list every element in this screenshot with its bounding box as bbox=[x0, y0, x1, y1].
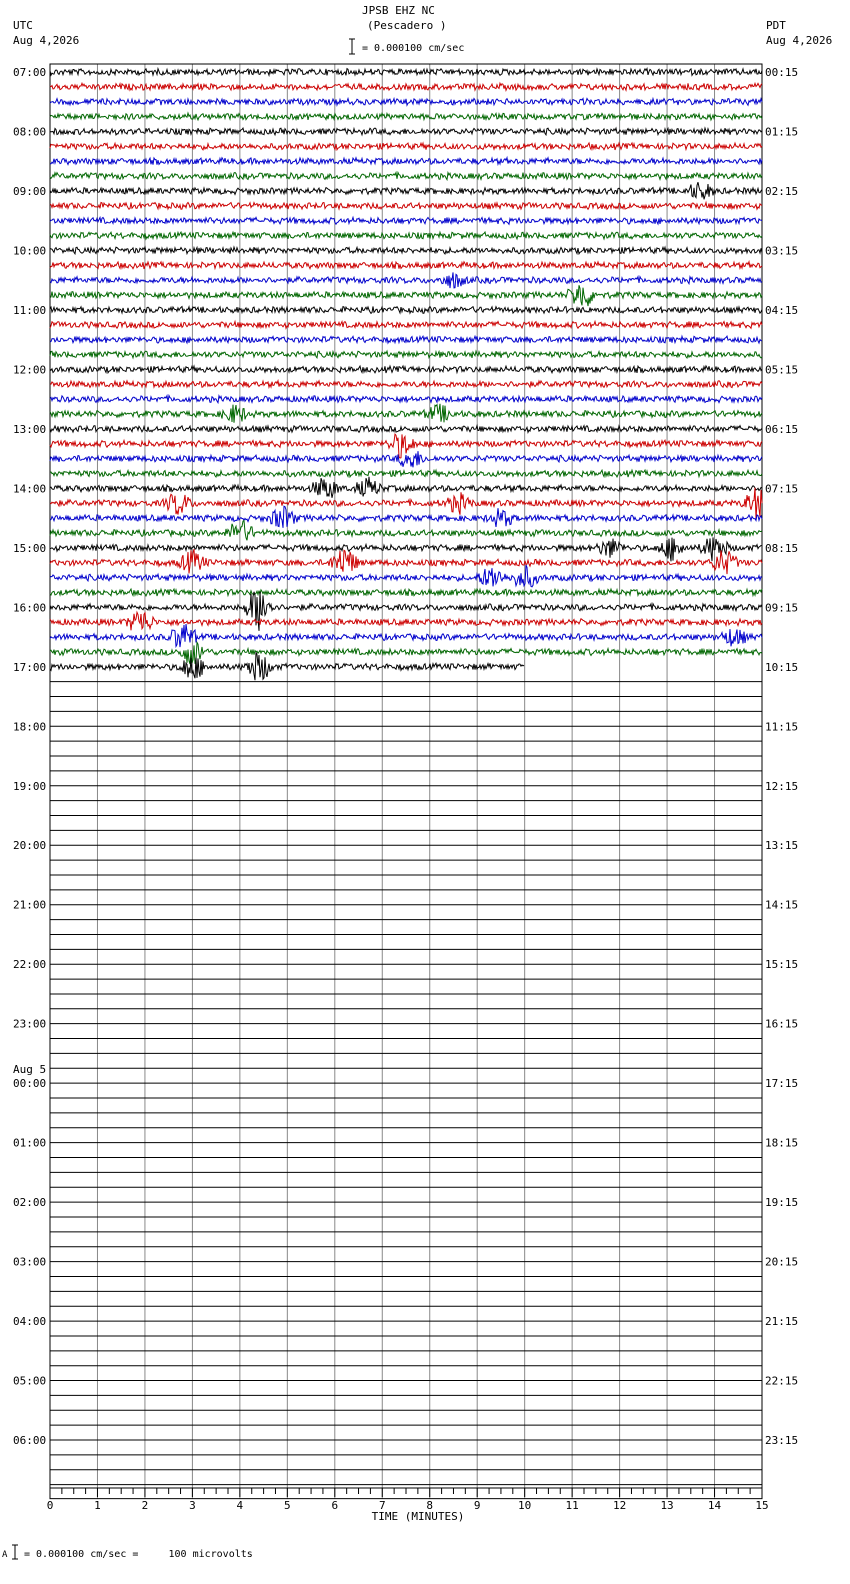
pdt-hour-label: 11:15 bbox=[765, 720, 799, 734]
pdt-hour-label: 02:15 bbox=[765, 184, 799, 198]
pdt-hour-label: 01:15 bbox=[765, 125, 799, 139]
plot-grid bbox=[50, 64, 762, 1499]
utc-hour-label: 19:00 bbox=[13, 779, 47, 793]
trace-row bbox=[50, 307, 762, 314]
x-tick-label: 14 bbox=[707, 1499, 722, 1512]
utc-hour-label: 08:00 bbox=[13, 125, 47, 139]
pdt-hour-label: 08:15 bbox=[765, 541, 799, 555]
x-tick-label: 2 bbox=[141, 1499, 149, 1512]
trace-row bbox=[50, 434, 762, 458]
utc-hour-label: 04:00 bbox=[13, 1315, 47, 1329]
utc-hour-label: 17:00 bbox=[13, 660, 47, 674]
trace-row bbox=[50, 182, 762, 199]
trace-row bbox=[50, 158, 762, 165]
date-change-label: Aug 5 bbox=[13, 1063, 47, 1077]
trace-row bbox=[50, 426, 762, 433]
pdt-hour-label: 23:15 bbox=[765, 1434, 799, 1448]
trace-layer bbox=[50, 69, 762, 1485]
trace-row bbox=[50, 612, 762, 630]
trace-row bbox=[50, 549, 762, 574]
pdt-hour-label: 14:15 bbox=[765, 898, 799, 912]
x-tick-label: 8 bbox=[426, 1499, 434, 1512]
trace-row bbox=[50, 521, 762, 541]
footer-scale-bar-icon bbox=[11, 1544, 19, 1562]
trace-row bbox=[50, 642, 762, 664]
trace-row bbox=[50, 381, 762, 388]
trace-row bbox=[50, 592, 762, 631]
footer-marker: A bbox=[2, 1550, 8, 1560]
x-tick-label: 5 bbox=[284, 1499, 291, 1512]
trace-row bbox=[50, 336, 762, 343]
x-tick-label: 1 bbox=[94, 1499, 101, 1512]
left-date: Aug 4,2026 bbox=[13, 34, 80, 47]
pdt-hour-label: 05:15 bbox=[765, 363, 799, 377]
x-tick-label: 13 bbox=[660, 1499, 674, 1512]
utc-hour-label: 09:00 bbox=[13, 184, 47, 198]
trace-row bbox=[50, 477, 762, 498]
trace-row bbox=[50, 537, 762, 561]
utc-hour-label: 18:00 bbox=[13, 720, 47, 734]
utc-hour-label: 14:00 bbox=[13, 482, 47, 496]
x-tick-label: 12 bbox=[612, 1499, 627, 1512]
trace-row bbox=[50, 262, 762, 269]
trace-row bbox=[50, 589, 762, 596]
x-axis-label: TIME (MINUTES) bbox=[371, 1510, 465, 1523]
utc-hour-label: 11:00 bbox=[13, 303, 47, 317]
trace-row bbox=[50, 83, 762, 90]
trace-row bbox=[50, 351, 762, 358]
trace-row bbox=[50, 506, 762, 528]
utc-hour-label: 21:00 bbox=[13, 898, 47, 912]
x-tick-label: 9 bbox=[473, 1499, 481, 1512]
x-tick-label: 15 bbox=[755, 1499, 769, 1512]
pdt-hour-label: 03:15 bbox=[765, 244, 799, 258]
pdt-hour-label: 21:15 bbox=[765, 1315, 799, 1329]
trace-row bbox=[50, 488, 762, 519]
utc-hour-label: 02:00 bbox=[13, 1196, 47, 1210]
trace-row bbox=[50, 624, 762, 647]
pdt-hour-label: 18:15 bbox=[765, 1136, 799, 1150]
x-tick-label: 4 bbox=[236, 1499, 244, 1512]
plot-frame bbox=[50, 64, 762, 1499]
utc-hour-label: 23:00 bbox=[13, 1017, 47, 1031]
station-title: JPSB EHZ NC bbox=[362, 4, 435, 17]
pdt-hour-label: 12:15 bbox=[765, 779, 799, 793]
trace-row bbox=[50, 285, 762, 306]
trace-row bbox=[50, 69, 762, 76]
utc-hour-label: 22:00 bbox=[13, 958, 47, 972]
trace-row bbox=[50, 272, 762, 288]
trace-row bbox=[50, 565, 762, 587]
pdt-hour-label: 19:15 bbox=[765, 1196, 799, 1210]
pdt-hour-label: 13:15 bbox=[765, 839, 799, 853]
utc-hour-label: 20:00 bbox=[13, 839, 47, 853]
trace-row bbox=[50, 470, 762, 477]
x-tick-label: 10 bbox=[518, 1499, 532, 1512]
utc-hour-label: 01:00 bbox=[13, 1136, 47, 1150]
utc-hour-label: 03:00 bbox=[13, 1255, 47, 1269]
trace-row bbox=[50, 451, 762, 467]
x-tick-label: 7 bbox=[378, 1499, 386, 1512]
pdt-hour-label: 07:15 bbox=[765, 482, 799, 496]
utc-hour-label: 06:00 bbox=[13, 1434, 47, 1448]
utc-hour-label: 12:00 bbox=[13, 363, 47, 377]
right-date: Aug 4,2026 bbox=[766, 34, 833, 47]
utc-hour-label: 13:00 bbox=[13, 422, 47, 436]
trace-row bbox=[50, 217, 762, 224]
utc-hour-label: 00:00 bbox=[13, 1077, 47, 1091]
utc-hour-label: 07:00 bbox=[13, 66, 47, 79]
utc-hour-label: 10:00 bbox=[13, 244, 47, 258]
pdt-hour-label: 15:15 bbox=[765, 958, 799, 972]
pdt-hour-label: 17:15 bbox=[765, 1077, 799, 1091]
trace-row bbox=[50, 232, 762, 239]
right-timezone: PDT bbox=[766, 19, 786, 32]
trace-row bbox=[50, 128, 762, 135]
x-tick-label: 3 bbox=[189, 1499, 196, 1512]
pdt-hour-label: 22:15 bbox=[765, 1374, 799, 1388]
time-axis bbox=[47, 1488, 769, 1523]
trace-row bbox=[50, 173, 762, 180]
trace-row bbox=[50, 203, 762, 210]
pdt-hour-label: 00:15 bbox=[765, 66, 799, 79]
trace-row bbox=[50, 113, 762, 120]
utc-hour-label: 15:00 bbox=[13, 541, 47, 555]
x-tick-label: 0 bbox=[46, 1499, 54, 1512]
left-timezone: UTC bbox=[13, 19, 33, 32]
trace-row bbox=[50, 99, 762, 106]
utc-hour-label: 05:00 bbox=[13, 1374, 47, 1388]
pdt-hour-label: 04:15 bbox=[765, 303, 799, 317]
pdt-hour-label: 20:15 bbox=[765, 1255, 799, 1269]
pdt-hour-label: 09:15 bbox=[765, 601, 799, 615]
trace-row bbox=[50, 366, 762, 373]
trace-row bbox=[50, 247, 762, 254]
site-title: (Pescadero ) bbox=[367, 19, 447, 32]
pdt-hour-label: 06:15 bbox=[765, 422, 799, 436]
footer-scale-text: = 0.000100 cm/sec = 100 microvolts bbox=[24, 1549, 253, 1560]
trace-row bbox=[50, 322, 762, 329]
trace-row bbox=[50, 404, 762, 423]
utc-hour-label: 16:00 bbox=[13, 601, 47, 615]
pdt-hour-label: 16:15 bbox=[765, 1017, 799, 1031]
scale-label: = 0.000100 cm/sec bbox=[362, 43, 465, 54]
pdt-hour-label: 10:15 bbox=[765, 660, 799, 674]
trace-row bbox=[50, 396, 762, 403]
x-tick-label: 11 bbox=[565, 1499, 579, 1512]
x-tick-label: 6 bbox=[331, 1499, 339, 1512]
trace-row bbox=[50, 143, 762, 150]
